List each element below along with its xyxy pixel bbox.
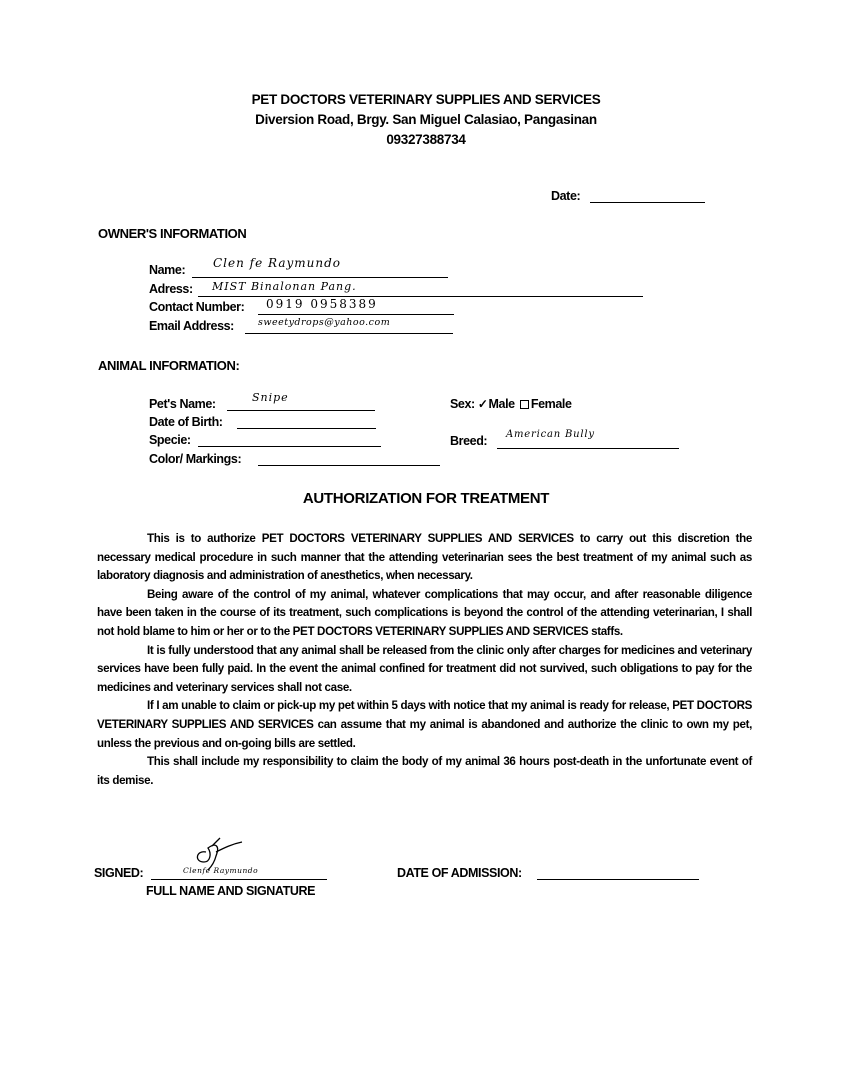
owner-address-label: Adress: bbox=[149, 282, 193, 296]
breed-value: American Bully bbox=[506, 429, 595, 440]
admission-date-field[interactable] bbox=[537, 879, 699, 880]
owner-name-value: Clen fe Raymundo bbox=[213, 256, 342, 270]
sex-label: Sex: bbox=[450, 397, 475, 411]
owner-name-field[interactable] bbox=[192, 277, 448, 278]
authorization-paragraph: It is fully understood that any animal shall be released from the clinic only after charges for medicines and veterinary services have been fully paid. In the event the animal confined for treatment did not survived, such obligations to pay for the medicines and veterinary services shall not case. bbox=[97, 643, 752, 694]
owner-email-field[interactable] bbox=[245, 333, 453, 334]
signer-printed-name: Clenfe Raymundo bbox=[183, 866, 259, 875]
pet-name-field[interactable] bbox=[227, 410, 375, 411]
date-label: Date: bbox=[551, 189, 581, 203]
checkmark-icon[interactable]: ✓ bbox=[477, 397, 488, 411]
date-field[interactable] bbox=[590, 202, 705, 203]
authorization-title: AUTHORIZATION FOR TREATMENT bbox=[302, 490, 550, 507]
company-phone: 09327388734 bbox=[386, 132, 466, 147]
authorization-paragraph: If I am unable to claim or pick-up my pet within 5 days with notice that my animal is ready for release, PET DOCTORS VETERINARY SUPPLIES AND SERVICES can assume that my animal is abandoned and authorize the clinic to own my pet, unless the previous and on-going bills are settled. bbox=[97, 699, 752, 750]
signature-field[interactable] bbox=[151, 879, 327, 880]
female-checkbox[interactable] bbox=[520, 400, 529, 409]
dob-label: Date of Birth: bbox=[149, 415, 223, 429]
dob-field[interactable] bbox=[237, 428, 376, 429]
color-field[interactable] bbox=[258, 465, 440, 466]
owner-contact-field[interactable] bbox=[258, 314, 454, 315]
authorization-paragraph: This shall include my responsibility to claim the body of my animal 36 hours post-death in the unfortunate event of its demise. bbox=[97, 755, 752, 787]
owner-contact-label: Contact Number: bbox=[149, 300, 245, 314]
breed-field[interactable] bbox=[497, 448, 679, 449]
sex-group bbox=[450, 397, 572, 411]
animal-section-title: ANIMAL INFORMATION: bbox=[98, 358, 240, 373]
company-address: Diversion Road, Brgy. San Miguel Calasiao, Pangasinan bbox=[255, 112, 597, 127]
signed-label: SIGNED: bbox=[94, 866, 144, 880]
company-name: PET DOCTORS VETERINARY SUPPLIES AND SERVICES bbox=[251, 92, 601, 107]
sex-female-option[interactable]: Female bbox=[530, 397, 572, 411]
admission-label: DATE OF ADMISSION: bbox=[397, 866, 522, 880]
owner-address-value: MIST Binalonan Pang. bbox=[212, 280, 357, 293]
specie-field[interactable] bbox=[198, 446, 381, 447]
owner-email-label: Email Address: bbox=[149, 319, 234, 333]
owner-email-value: sweetydrops@yahoo.com bbox=[258, 317, 391, 328]
owner-address-field[interactable] bbox=[198, 296, 643, 297]
color-label: Color/ Markings: bbox=[149, 452, 242, 466]
signature-caption: FULL NAME AND SIGNATURE bbox=[146, 884, 316, 898]
authorization-body bbox=[97, 530, 752, 790]
owner-name-label: Name: bbox=[149, 263, 186, 277]
specie-label: Specie: bbox=[149, 433, 191, 447]
pet-name-label: Pet's Name: bbox=[149, 397, 216, 411]
owner-contact-value: 0919 0958389 bbox=[266, 297, 378, 311]
authorization-paragraph: Being aware of the control of my animal, whatever complications that may occur, and after reasonable diligence have been taken in the course of its treatment, such complications is beyond the control of the attending veterinarian, I shall not hold blame to him or her or to the PET DOCTORS VETERINARY SUPPLIES AND SERVICES staffs. bbox=[97, 587, 752, 638]
pet-name-value: Snipe bbox=[252, 391, 289, 404]
sex-male-option[interactable]: Male bbox=[488, 397, 515, 411]
owner-section-title: OWNER'S INFORMATION bbox=[98, 226, 247, 241]
breed-label: Breed: bbox=[450, 434, 488, 448]
authorization-paragraph: This is to authorize PET DOCTORS VETERINARY SUPPLIES AND SERVICES to carry out this discretion the necessary medical procedure in such manner that the attending veterinarian sees the best treatment of my animal such as laboratory diagnosis and administration of anesthetics, when necessary. bbox=[97, 532, 752, 583]
